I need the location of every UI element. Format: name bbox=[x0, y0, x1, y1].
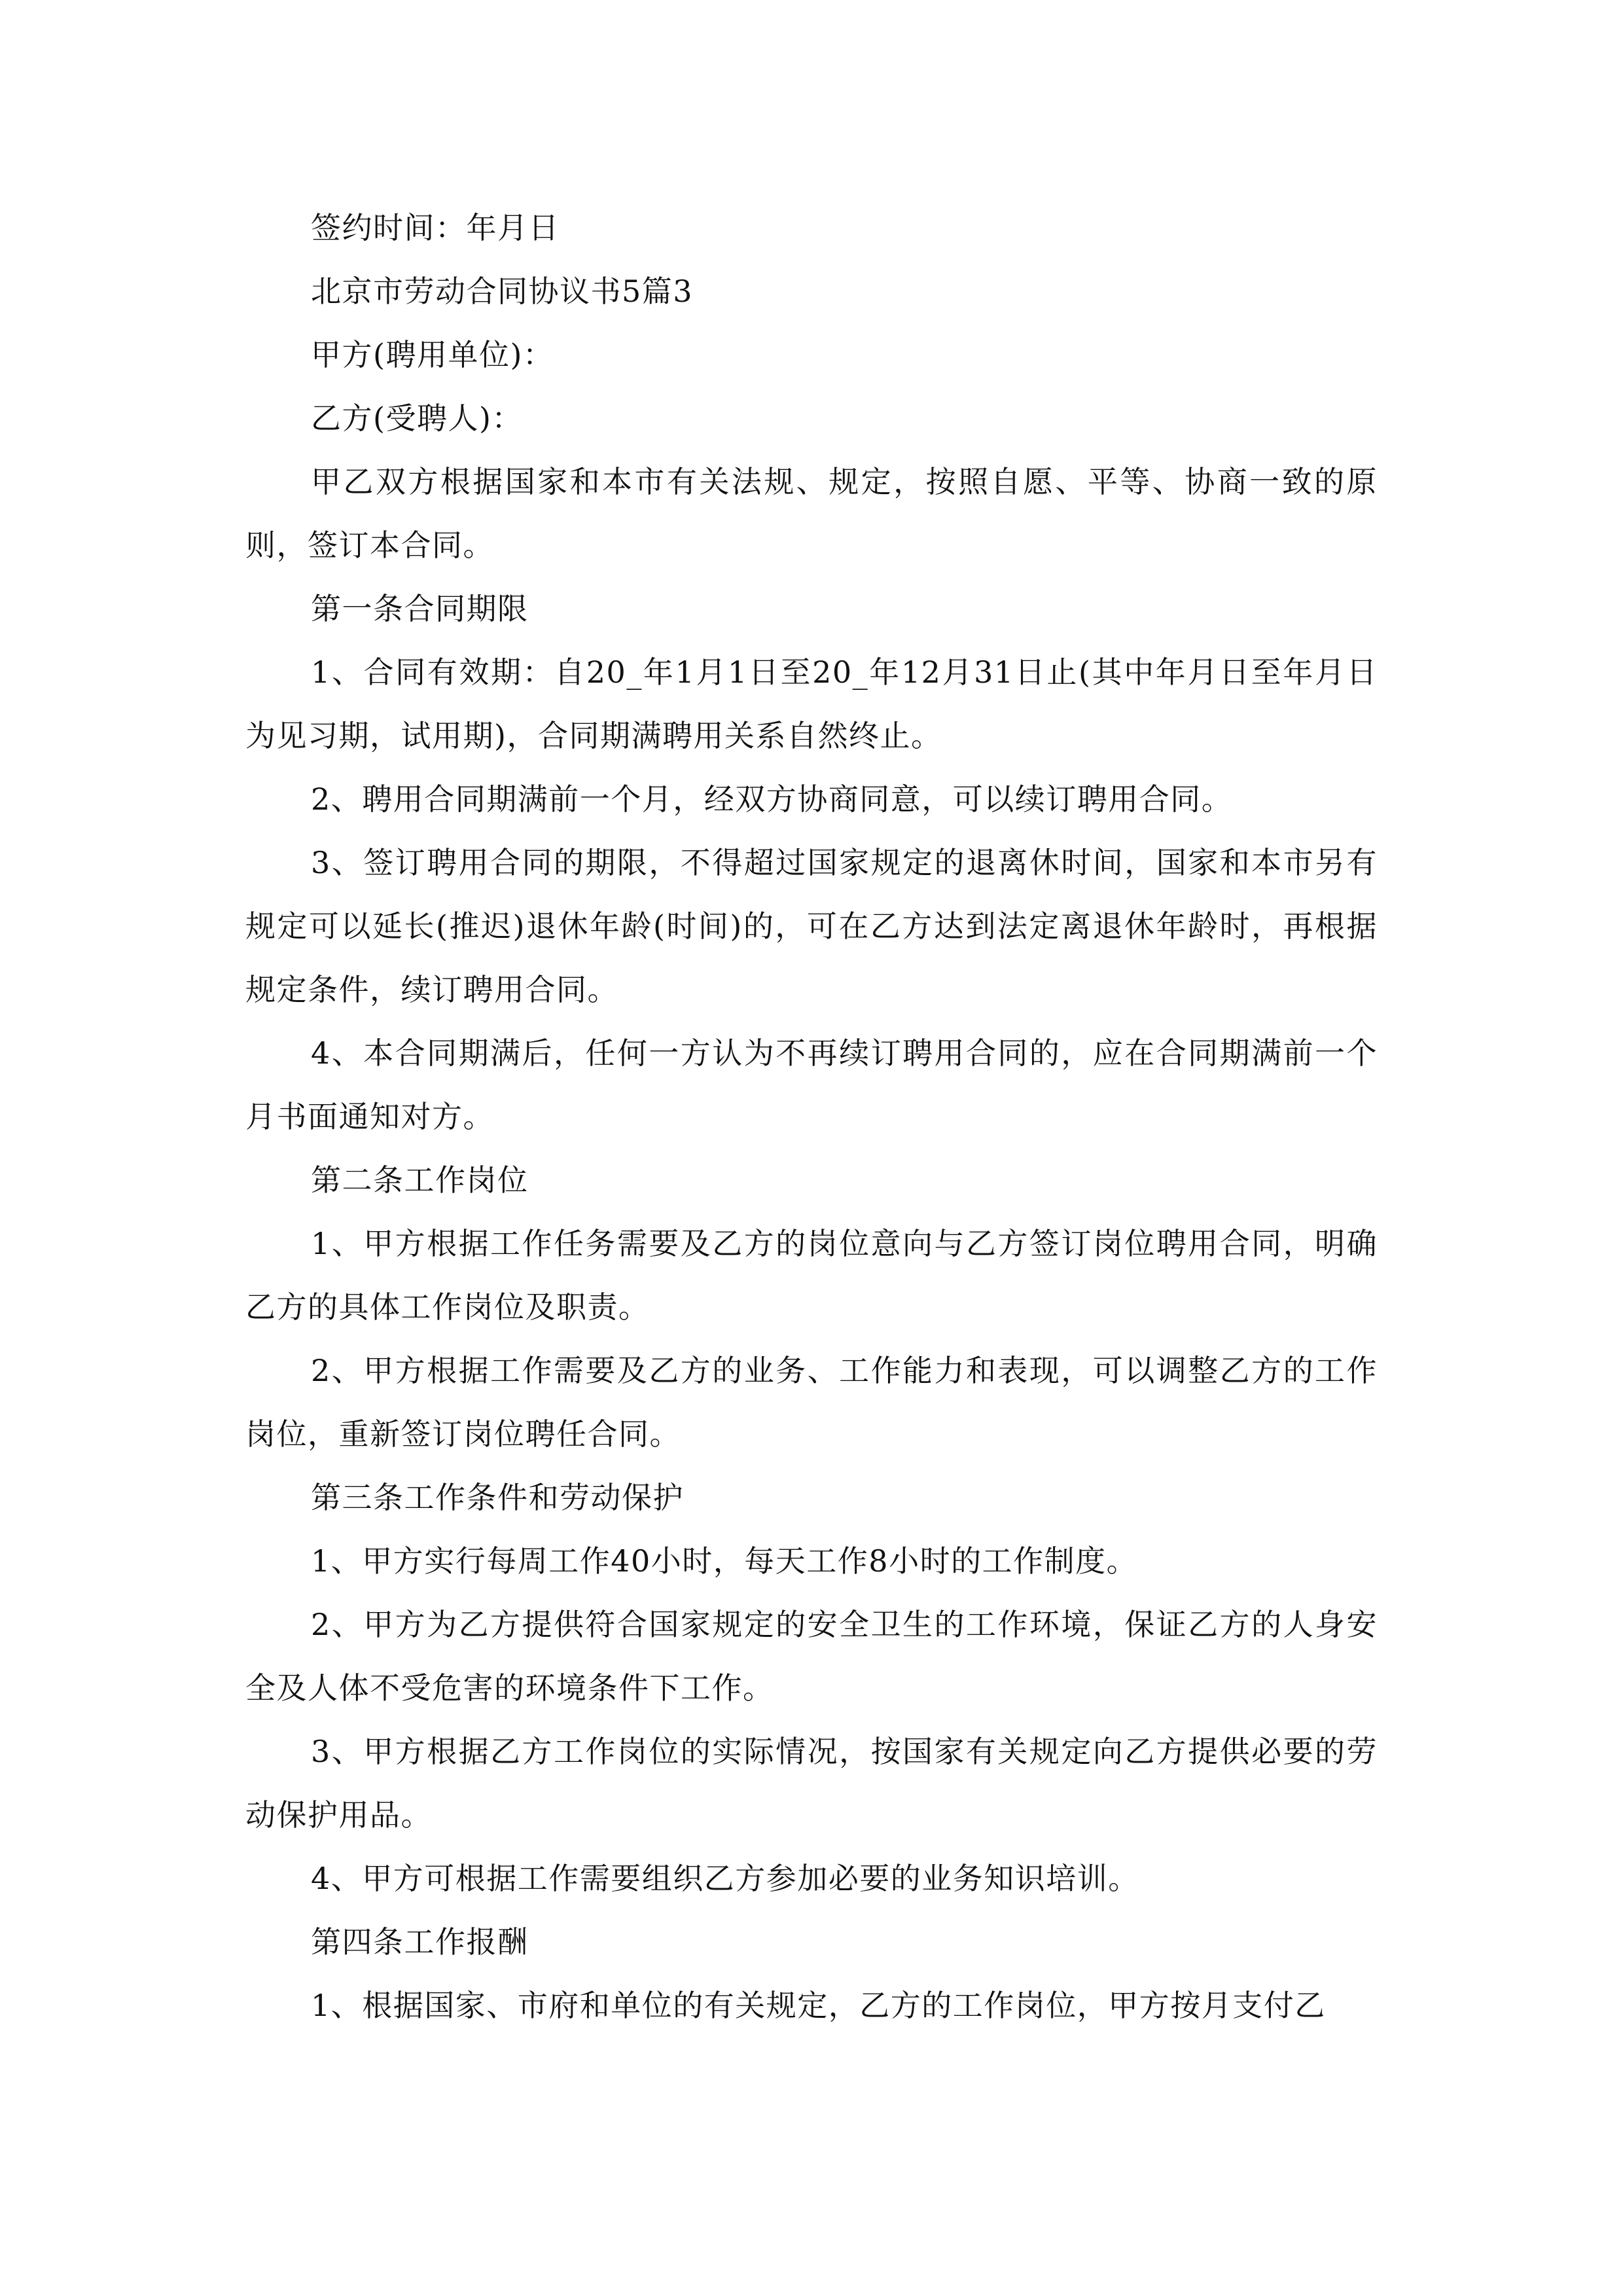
article-1-heading: 第一条合同期限 bbox=[311, 591, 529, 626]
article-1-clause-2: 2、聘用合同期满前一个月，经双方协商同意，可以续订聘用合同。 bbox=[311, 781, 1233, 817]
party-a-line: 甲方(聘用单位)： bbox=[311, 337, 554, 372]
article-3-clause-2: 2、甲方为乙方提供符合国家规定的安全卫生的工作环境，保证乙方的人身安全及人体不受危害的环境条件下工作。 bbox=[245, 1607, 1378, 1706]
article-3-clause-1: 1、甲方实行每周工作40小时，每天工作8小时的工作制度。 bbox=[311, 1543, 1138, 1579]
article-2-heading: 第二条工作岗位 bbox=[311, 1162, 529, 1198]
signing-date-line: 签约时间：年月日 bbox=[311, 210, 560, 245]
article-2-clause-1: 1、甲方根据工作任务需要及乙方的岗位意向与乙方签订岗位聘用合同，明确乙方的具体工作岗位及职责。 bbox=[245, 1226, 1378, 1325]
article-2-clause-2: 2、甲方根据工作需要及乙方的业务、工作能力和表现，可以调整乙方的工作岗位，重新签订岗位聘任合同。 bbox=[245, 1353, 1378, 1452]
party-b-line: 乙方(受聘人)： bbox=[311, 401, 523, 436]
preamble-paragraph: 甲乙双方根据国家和本市有关法规、规定，按照自愿、平等、协商一致的原则，签订本合同。 bbox=[245, 464, 1378, 563]
article-3-heading: 第三条工作条件和劳动保护 bbox=[311, 1480, 684, 1515]
document-title-line: 北京市劳动合同协议书5篇3 bbox=[311, 274, 694, 309]
article-4-heading: 第四条工作报酬 bbox=[311, 1924, 529, 1960]
article-1-clause-4: 4、本合同期满后，任何一方认为不再续订聘用合同的，应在合同期满前一个月书面通知对方。 bbox=[245, 1035, 1378, 1134]
article-3-clause-4: 4、甲方可根据工作需要组织乙方参加必要的业务知识培训。 bbox=[311, 1861, 1139, 1896]
article-1-clause-3: 3、签订聘用合同的期限，不得超过国家规定的退离休时间，国家和本市另有规定可以延长(推迟)退休年龄(时间)的，可在乙方达到法定离退休年龄时，再根据规定条件，续订聘用合同。 bbox=[245, 845, 1378, 1007]
document-body bbox=[245, 196, 1378, 2037]
article-4-clause-1: 1、根据国家、市府和单位的有关规定，乙方的工作岗位，甲方按月支付乙 bbox=[311, 1988, 1326, 2023]
article-3-clause-3: 3、甲方根据乙方工作岗位的实际情况，按国家有关规定向乙方提供必要的劳动保护用品。 bbox=[245, 1734, 1378, 1833]
article-1-clause-1: 1、合同有效期：自20_年1月1日至20_年12月31日止(其中年月日至年月日为见习期，试用期)，合同期满聘用关系自然终止。 bbox=[245, 655, 1378, 753]
